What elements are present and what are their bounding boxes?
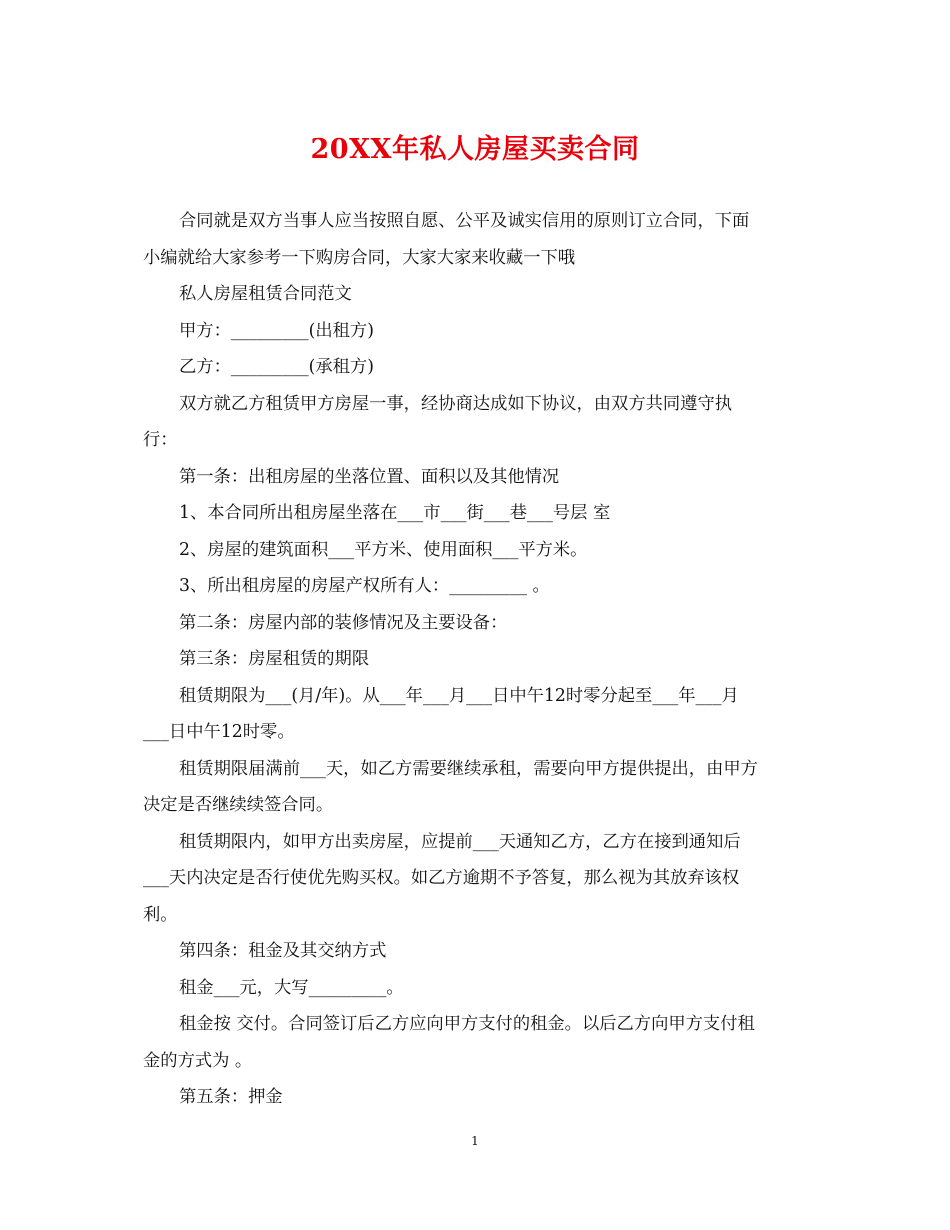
paragraph-line: 第四条：租金及其交纳方式 [179,941,387,961]
paragraph-line: ___日中午12时零。 [143,722,295,742]
paragraph-line: 租赁期限内，如甲方出卖房屋，应提前___天通知乙方，乙方在接到通知后 [179,831,741,852]
paragraph-line: 3、所出租房屋的房屋产权所有人：_________ 。 [179,576,550,596]
paragraph-line: 私人房屋租赁合同范文 [179,284,352,304]
paragraph-line: 决定是否继续续签合同。 [143,795,334,815]
paragraph-line: 金的方式为 。 [143,1050,253,1071]
paragraph-line: 1、本合同所出租房屋坐落在___市___街___巷___号层 室 [179,503,611,523]
page-number: 1 [471,1134,479,1148]
paragraph-line: ___天内决定是否行使优先购买权。如乙方逾期不予答复，那么视为其放弃该权 [143,868,740,888]
document-body [143,205,808,1118]
paragraph-line: 租金___元，大写_________。 [179,977,404,998]
paragraph-line: 乙方：_________(承租方) [179,357,374,377]
paragraph-line: 租金按 交付。合同签订后乙方应向甲方支付的租金。以后乙方向甲方支付租 [179,1014,755,1034]
document-title: 20XX年私人房屋买卖合同 [310,134,640,165]
paragraph-line: 小编就给大家参考一下购房合同，大家大家来收藏一下哦 [143,247,576,268]
paragraph-line: 第三条：房屋租赁的期限 [179,649,370,669]
paragraph-line: 租赁期限为___(月/年)。从___年___月___日中午12时零分起至___年___月 [179,685,739,706]
paragraph-line: 甲方：_________(出租方) [179,320,374,341]
paragraph-line: 合同就是双方当事人应当按照自愿、公平及诚实信用的原则订立合同，下面 [179,211,750,231]
paragraph-line: 利。 [143,904,178,925]
paragraph-line: 行： [143,430,178,450]
paragraph-line: 双方就乙方租赁甲方房屋一事，经协商达成如下协议，由双方共同遵守执 [179,393,733,414]
paragraph-line: 第二条：房屋内部的装修情况及主要设备： [179,612,508,633]
paragraph-line: 第一条：出租房屋的坐落位置、面积以及其他情况 [179,466,560,487]
paragraph-line: 第五条：押金 [179,1087,283,1107]
paragraph-line: 租赁期限届满前___天，如乙方需要继续承租，需要向甲方提供提出，由甲方 [179,758,758,779]
paragraph-line: 2、房屋的建筑面积___平方米、使用面积___平方米。 [179,539,588,560]
